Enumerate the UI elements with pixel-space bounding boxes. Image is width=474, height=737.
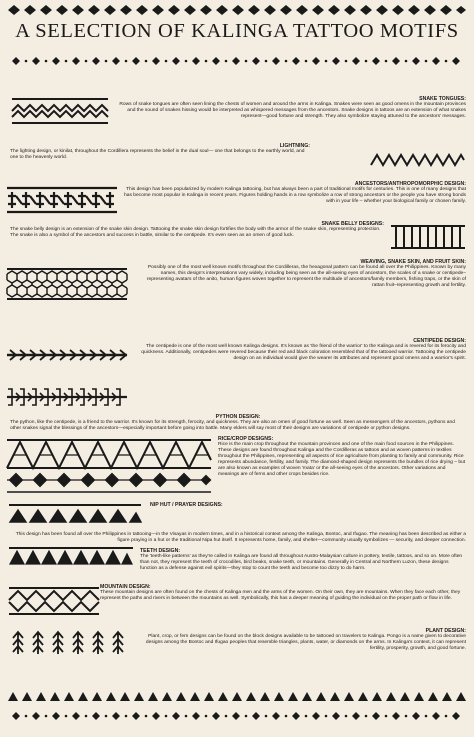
section-lightning [10,143,310,161]
ancestors-motif [6,186,118,214]
plant-motif [10,626,128,656]
section-heading: RICE/CROP DESIGNS: [218,436,274,442]
section-text: This design has been found all over the Philippines in tattooing—in the Visayas in modern times, and in a historical context among the Kalinga, Bontoc, and Ifugao. The meaning has been described as either a figure praying in a hut or the traditional Nipa hut itself. It represents home, family, and shelter—community usually symbolizes — security, and deeper connection. [15,532,466,544]
snake-belly-motif [390,224,466,250]
section-rice [218,436,466,479]
section-nip-hut-text [10,532,466,544]
section-heading: PLANT DESIGN: [425,628,466,634]
rice-motif [6,438,212,494]
section-text: The python, like the centipede, is a friend to the warrior. It's known for its strength, ferocity, and quickness. They are also an omen of good fortune as well. Seen as messengers of the ancestors, pythons and other snakes signal the blessings of the ancestors—especially important before going into battle. Many elders will say most of their designs are variations of centipede or python designs. [10,420,455,432]
section-text: Rows of snake tongues are often seen lining the chests of women and around the arms in Kalinga. Snakes were seen as good omens in the mountain provinces and the sound of snakes hissing would be interpreted as whispered messages from the ancestors. Snake designs in tattoos are an extension of what snakes represent—good fortune and strength. They also symbolize staying attuned to the ancestors' messages. [119,102,466,120]
bottom-border-pattern-2 [8,710,466,722]
mountain-motif [8,586,100,616]
title-underline-pattern [8,55,466,67]
section-heading: NIP HUT / PRAYER DESIGNS: [150,502,223,508]
section-text: These mountain designs are often found on the chests of Kalinga men and the arms of the women. On their own, they are mountains. When they face each other, they represent the paths and rivers in between the mountains as well. Symbolically, this has a deeper meaning of guiding the individual on the proper path or flow in life. [100,590,461,602]
section-teeth [140,548,466,572]
section-text: The lighting design, or kinilat, throughout the Cordillera represents the belief in the dual soul— one that belongs to the earthly world, and one to the heavenly world. [10,149,305,161]
section-text: Possibly one of the most well known motifs throughout the Cordilleras, the hexagonal pattern can be found all over the Philippines. Known by many names, this design's interpretations vary widely, including being seen as the all-seeing eyes of ancestors, the scales of a snake or centipede–representing avatars of the anito, human figures woven together to represent the multitude of ancestors/family members, fishing traps, or the skin of rattan fruit–representing growth and fertility. [146,265,466,289]
section-plant [140,628,466,652]
weaving-motif [6,268,128,300]
section-weaving [136,259,466,289]
section-heading: PYTHON DESIGN: [215,414,261,420]
section-text: The 'teeth-like patterns' as they're called in Kalinga are found all throughout Austro-Malaysian culture in pottery, textile, tattoos, and so on. More often than not, they represent the teeth of crocodiles, bird beaks, snake teeth, or mountains. Generally in Central and Northern Luzon, these designs function as a defense against evil spirits—they stop to count the teeth and become too dizzy to do harm. [140,554,463,572]
section-centipede [136,338,466,362]
section-text: This design has been popularized by modern Kalinga tattooing, but has always been a part of traditional motifs for centuries. This is one of many designs that has become most popular in Kalinga in recent years. Figures holding hands in a row symbolize a row of strong ancestors or the people you have strong bonds with in your life – whether your biological family or chosen family. [124,187,466,205]
section-text: The snake belly design is an extension of the snake skin design. Tattooing the snake skin design fortifies the body with the armor of the snake skin, representing protection. The snake is also a symbol of the ancestors and success in battle, similar to the centipede. It's even seen as an omen of good luck. [10,227,381,239]
section-heading: SNAKE BELLY DESIGNS: [321,221,384,227]
section-heading: WEAVING, SNAKE SKIN, AND FRUIT SKIN: [360,259,466,265]
bottom-border-pattern-1 [8,690,466,702]
nip-hut-motif [8,504,142,524]
section-ancestors [124,181,466,205]
top-border-pattern [8,4,466,16]
section-text: The centipede is one of the most well known Kalinga designs. It's known as 'the friend of the warrior' to the Kalinga and is revered for its ferocity and quickness. Additionally, centipedes were revered because their red and black coloration resembled that of the tattooed warrior. Tattooing the centipede design on an individual would give the wearer its attributes and represent good omens and a warrior's spirit. [141,344,466,362]
section-text: Plant, crop, or fern designs can be found on the block designs available to be tattooed on travelers to Kalinga. Pongo is a name given to decorative designs among the Bontoc and Ifugao peoples that resemble triangles, plants, water, or diamonds on the arms. In Kalinga's context, it can represent fertility, prosperity, growth, and good fortune. [145,634,466,652]
section-heading: ANCESTORS/ANTHROPOMORPHIC DESIGN: [354,181,466,187]
section-heading: SNAKE TONGUES: [419,96,466,102]
section-mountain [100,584,466,602]
section-heading: CENTIPEDE DESIGN: [413,338,466,344]
section-heading: TEETH DESIGN: [140,548,181,554]
section-snake-belly [10,221,384,239]
python-motif [6,386,128,408]
snake-tongues-motif [10,96,110,126]
section-text: Rice is the main crop throughout the mountain provinces and one of the main food sources in the Philippines. These designs are found throughout Kalinga and the Cordilleras as tattoos and as woven patterns in textiles throughout the Philippines, representing all aspects of rice agriculture from planting to family and community. Rice represents abundance, fertility, and family. The diamond-shaped design represents the bundles of rice drying – but are also known as examples of woven 'mata' or the all-seeing eyes of the ancestors. Other variations and meanings are of ferns and other crops besides rice. [218,442,466,478]
page-title: A SELECTION OF KALINGA TATTOO MOTIFS [15,20,459,42]
section-nip-hut [150,502,466,508]
section-heading: LIGHTNING: [279,143,310,149]
teeth-motif [8,546,134,566]
section-snake-tongues [118,96,466,120]
section-python [10,414,466,432]
lightning-motif [370,152,465,168]
centipede-motif [6,348,128,362]
section-heading: MOUNTAIN DESIGN: [100,584,151,590]
